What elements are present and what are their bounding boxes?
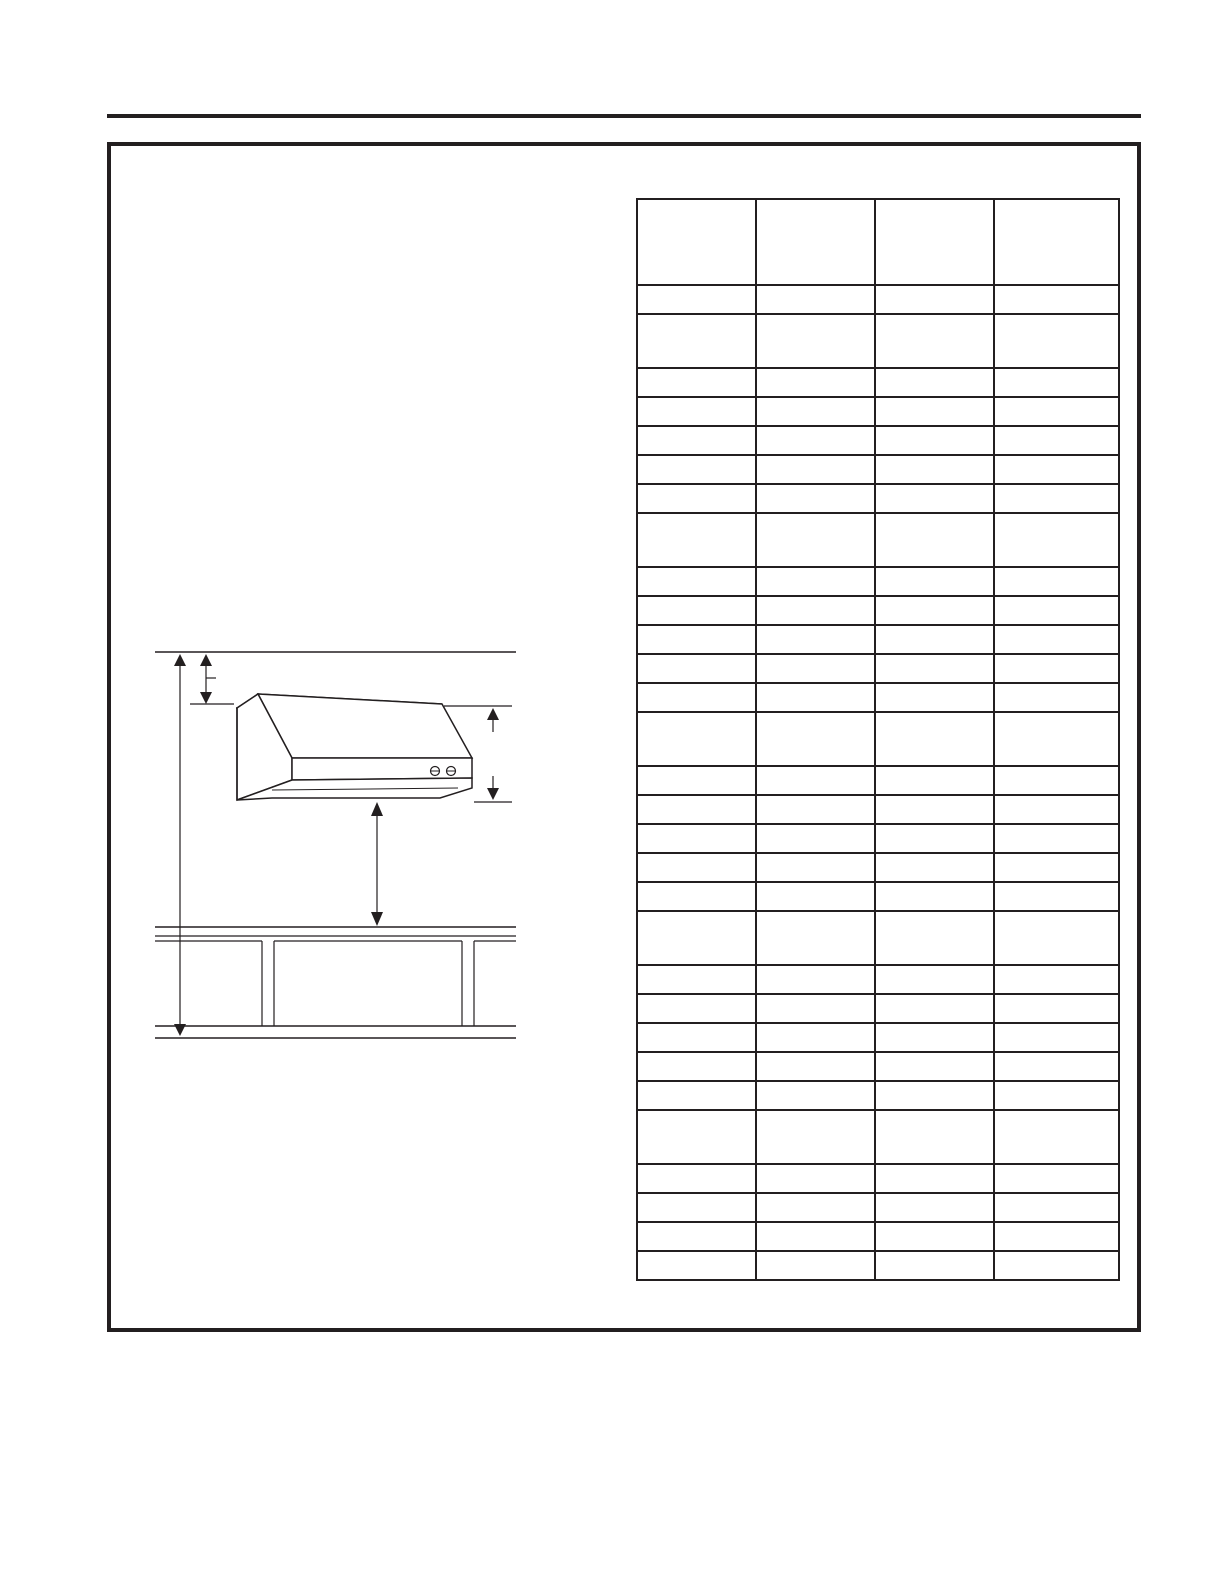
table-cell [637, 965, 756, 994]
table-cell [637, 882, 756, 911]
table-row [637, 654, 1119, 683]
table-cell [994, 965, 1119, 994]
table-cell [637, 199, 756, 285]
table-row [637, 1222, 1119, 1251]
arrow-down-icon [200, 692, 212, 704]
table-cell [756, 1052, 875, 1081]
table-cell [875, 397, 994, 426]
table-cell [637, 712, 756, 766]
table-row [637, 455, 1119, 484]
table-cell [637, 513, 756, 567]
table-cell [994, 596, 1119, 625]
table-row [637, 484, 1119, 513]
table-cell [994, 882, 1119, 911]
table-cell [875, 965, 994, 994]
table-cell [994, 1052, 1119, 1081]
table-cell [756, 625, 875, 654]
table-cell [875, 795, 994, 824]
table-cell [756, 712, 875, 766]
table-cell [875, 712, 994, 766]
table-row [637, 853, 1119, 882]
arrow-up-icon [200, 654, 212, 666]
table-row [637, 1052, 1119, 1081]
table-row [637, 965, 1119, 994]
table-row [637, 1081, 1119, 1110]
table-row [637, 766, 1119, 795]
table-row [637, 426, 1119, 455]
table-cell [994, 484, 1119, 513]
table-cell [994, 368, 1119, 397]
table-cell [994, 1110, 1119, 1164]
arrow-down-icon [487, 788, 499, 800]
table-cell [756, 1081, 875, 1110]
table-cell [637, 654, 756, 683]
table-row [637, 712, 1119, 766]
table-cell [637, 1081, 756, 1110]
table-cell [756, 824, 875, 853]
table-cell [875, 994, 994, 1023]
table-cell [637, 455, 756, 484]
table-cell [637, 824, 756, 853]
table-cell [637, 795, 756, 824]
table-cell [756, 567, 875, 596]
table-row [637, 1023, 1119, 1052]
table-body [637, 199, 1119, 1280]
table-cell [994, 1023, 1119, 1052]
table-cell [756, 1164, 875, 1193]
table-cell [756, 766, 875, 795]
table-row [637, 1110, 1119, 1164]
table-cell [756, 596, 875, 625]
table-row [637, 1251, 1119, 1280]
table-cell [756, 1193, 875, 1222]
table-cell [756, 1023, 875, 1052]
table-cell [875, 1023, 994, 1052]
table-cell [637, 1164, 756, 1193]
table-row [637, 314, 1119, 368]
table-cell [994, 853, 1119, 882]
table-cell [756, 314, 875, 368]
table-cell [756, 426, 875, 455]
table-row [637, 368, 1119, 397]
table-cell [875, 1251, 994, 1280]
table-cell [637, 683, 756, 712]
table-cell [994, 199, 1119, 285]
table-row [637, 596, 1119, 625]
table-cell [994, 285, 1119, 314]
table-cell [756, 911, 875, 965]
table-cell [875, 368, 994, 397]
table-cell [875, 1164, 994, 1193]
table-cell [637, 368, 756, 397]
cabinet-icon [155, 927, 516, 1038]
table-row [637, 882, 1119, 911]
table-cell [637, 596, 756, 625]
table-cell [756, 654, 875, 683]
arrow-up-icon [174, 654, 186, 666]
table-cell [875, 1193, 994, 1222]
table-row [637, 795, 1119, 824]
table-cell [994, 1164, 1119, 1193]
table-cell [637, 285, 756, 314]
table-cell [875, 285, 994, 314]
table-cell [994, 513, 1119, 567]
table-row [637, 513, 1119, 567]
table-cell [756, 397, 875, 426]
arrow-down-icon [371, 912, 383, 926]
table-cell [994, 455, 1119, 484]
arrow-up-icon [371, 802, 383, 816]
table-cell [994, 1081, 1119, 1110]
table-cell [994, 1251, 1119, 1280]
table-cell [637, 1023, 756, 1052]
table-cell [756, 513, 875, 567]
table-cell [637, 1193, 756, 1222]
table-cell [994, 766, 1119, 795]
table-cell [875, 911, 994, 965]
table-cell [637, 426, 756, 455]
table-cell [875, 882, 994, 911]
table-cell [637, 1110, 756, 1164]
table-cell [875, 1081, 994, 1110]
table-cell [994, 795, 1119, 824]
table-cell [875, 314, 994, 368]
table-cell [756, 1222, 875, 1251]
table-cell [994, 625, 1119, 654]
table-cell [637, 853, 756, 882]
table-cell [756, 795, 875, 824]
table-row [637, 1164, 1119, 1193]
table-cell [875, 853, 994, 882]
table-row [637, 625, 1119, 654]
table-cell [637, 567, 756, 596]
table-cell [994, 911, 1119, 965]
table-cell [994, 1193, 1119, 1222]
table-cell [875, 567, 994, 596]
table-cell [875, 199, 994, 285]
table-cell [637, 1052, 756, 1081]
table-cell [994, 397, 1119, 426]
table-cell [637, 484, 756, 513]
table-cell [637, 314, 756, 368]
table-cell [637, 766, 756, 795]
table-cell [637, 1222, 756, 1251]
table-cell [994, 426, 1119, 455]
table-header-row [637, 199, 1119, 285]
table-cell [875, 484, 994, 513]
table-cell [637, 994, 756, 1023]
table-row [637, 397, 1119, 426]
table-cell [994, 314, 1119, 368]
table-cell [994, 712, 1119, 766]
table-row [637, 567, 1119, 596]
table-cell [756, 853, 875, 882]
table-cell [756, 882, 875, 911]
table-cell [756, 994, 875, 1023]
table-cell [637, 625, 756, 654]
table-cell [637, 911, 756, 965]
table-row [637, 911, 1119, 965]
table-cell [994, 994, 1119, 1023]
table-cell [875, 513, 994, 567]
table-cell [875, 426, 994, 455]
table-cell [875, 1110, 994, 1164]
table-row [637, 994, 1119, 1023]
table-cell [875, 625, 994, 654]
specifications-table [636, 198, 1120, 1281]
table-cell [994, 824, 1119, 853]
table-cell [875, 683, 994, 712]
table-cell [994, 1222, 1119, 1251]
table-cell [875, 766, 994, 795]
table-cell [994, 654, 1119, 683]
table-cell [756, 199, 875, 285]
table-cell [875, 596, 994, 625]
table-row [637, 683, 1119, 712]
table-cell [875, 455, 994, 484]
table-cell [756, 1251, 875, 1280]
table-cell [637, 397, 756, 426]
table-cell [875, 1052, 994, 1081]
table-cell [637, 1251, 756, 1280]
range-hood-icon [236, 694, 472, 800]
table-cell [875, 824, 994, 853]
table-cell [875, 654, 994, 683]
table-row [637, 285, 1119, 314]
arrow-up-icon [487, 708, 499, 720]
table-cell [756, 1110, 875, 1164]
table-cell [875, 1222, 994, 1251]
table-cell [994, 683, 1119, 712]
table-cell [994, 567, 1119, 596]
table-row [637, 1193, 1119, 1222]
table-cell [756, 285, 875, 314]
table-cell [756, 683, 875, 712]
table-cell [756, 455, 875, 484]
table-cell [756, 965, 875, 994]
table-cell [756, 484, 875, 513]
header-rule [107, 114, 1141, 118]
table-row [637, 824, 1119, 853]
table-cell [756, 368, 875, 397]
hood-installation-diagram [150, 640, 530, 1050]
